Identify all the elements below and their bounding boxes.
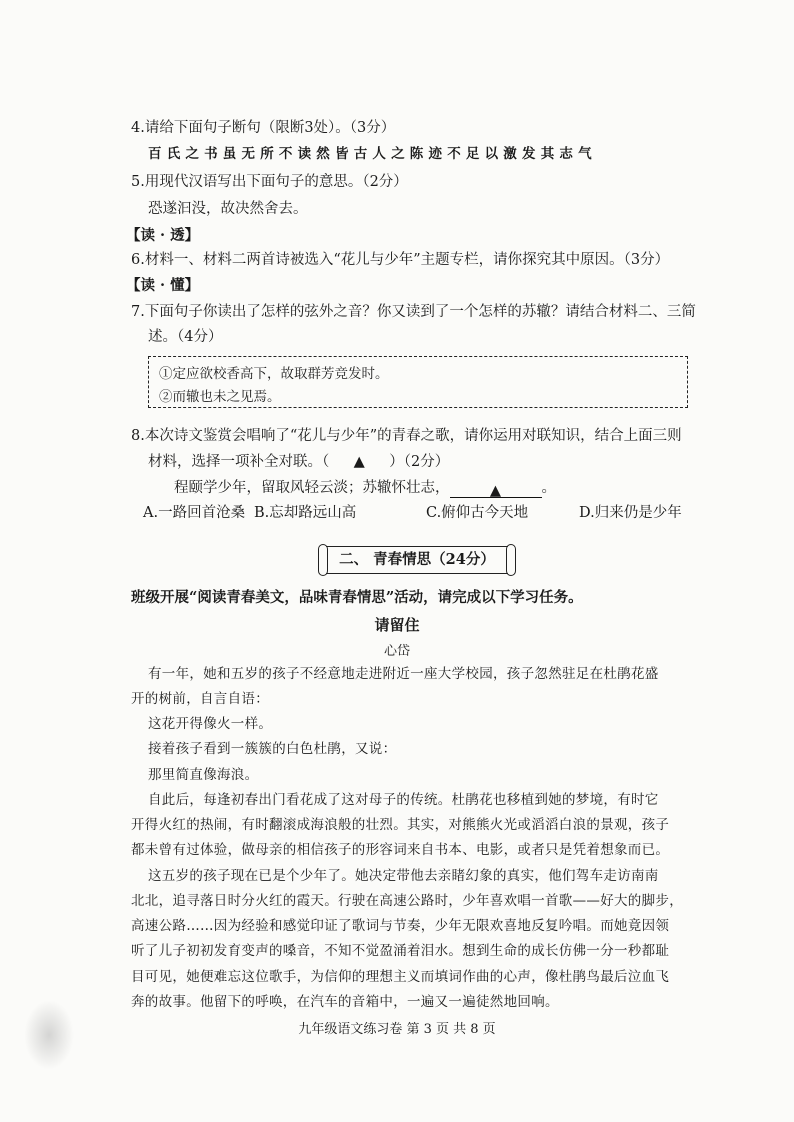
couplet-text: 程颐学少年，留取风轻云淡；苏辙怀壮志， xyxy=(174,480,450,496)
answer-mark-icon: ▲ xyxy=(353,454,365,470)
essay-line: 奔的故事。他留下的呼唤，在汽车的音箱中，一遍又一遍徒然地回响。 xyxy=(131,994,559,1010)
q4-sentence: 百氏之书虽无所不读然皆古人之陈迹不足以激发其志气 xyxy=(148,146,597,162)
essay-line: 开的树前，自言自语： xyxy=(131,691,269,707)
q4-prompt: 4.请给下面句子断句（限断3处）。（3分） xyxy=(131,120,396,136)
q6-prompt: 6.材料一、材料二两首诗被选入“花儿与少年”主题专栏，请你探究其中原因。（3分） xyxy=(131,252,670,268)
essay-line: 自此后，每逢初春出门看花成了这对母子的传统。杜鹃花也移植到她的梦境，有时它 xyxy=(148,792,659,808)
essay-line: 那里简直像海浪。 xyxy=(148,767,259,783)
q5-sentence: 恐遂汩没，故决然舍去。 xyxy=(148,201,308,217)
q8-prompt-line2 xyxy=(148,452,449,472)
essay-line: 目可见，她便难忘这位歌手，为信仰的理想主义而填词作曲的心声，像杜鹃鸟最后泣血飞 xyxy=(131,969,670,985)
quote-line-1: ①定应欲校香高下，故取群芳竞发时。 xyxy=(159,366,389,382)
essay-author: 心岱 xyxy=(383,644,410,659)
section2-intro: 班级开展“阅读青春美文，品味青春情思”活动，请完成以下学习任务。 xyxy=(131,589,583,606)
blank-answer-mark-icon: ▲ xyxy=(489,483,502,499)
couplet-period: 。 xyxy=(541,480,556,496)
q8-prompt-line1: 8.本次诗文鉴赏会唱响了“花儿与少年”的青春之歌，请你运用对联知识，结合上面三则 xyxy=(131,428,682,444)
essay-line: 这花开得像火一样。 xyxy=(148,716,273,732)
q8-prompt-post: ）（2分） xyxy=(389,454,450,470)
option-a: A.一路回首沧桑 xyxy=(143,505,246,521)
essay-line: 这五岁的孩子现在已是个少年了。她决定带他去亲睹幻象的真实，他们驾车走访南南 xyxy=(148,868,659,884)
section-read-understand: 【读 · 懂】 xyxy=(126,277,200,294)
quote-line-2: ②而辙也未之见焉。 xyxy=(159,389,281,405)
section-read-through: 【读 · 透】 xyxy=(126,227,200,244)
q8-prompt-pre: 材料，选择一项补全对联。（ xyxy=(148,454,330,470)
option-d: D.归来仍是少年 xyxy=(579,505,682,521)
q7-prompt-line1: 7.下面句子你读出了怎样的弦外之音？你又读到了一个怎样的苏辙？请结合材料二、三简 xyxy=(131,304,696,320)
essay-line: 高速公路……因为经验和感觉印证了歌词与节奏，少年无限欢喜地反复吟唱。而她竟因领 xyxy=(131,918,670,934)
essay-line: 都未曾有过体验，做母亲的相信孩子的形容词来自书本、电影，或者只是凭着想象而已。 xyxy=(131,842,670,858)
page-footer: 九年级语文练习卷 第 3 页 共 8 页 xyxy=(298,1022,496,1037)
option-b: B.忘却路远山高 xyxy=(254,505,357,521)
essay-line: 听了儿子初初发育变声的嗓音，不知不觉盈涌着泪水。想到生命的成长仿佛一分一秒都耻 xyxy=(131,943,670,959)
essay-line: 接着孩子看到一簇簇的白色杜鹃，又说： xyxy=(148,741,397,757)
quote-box xyxy=(148,356,688,408)
essay-line: 有一年，她和五岁的孩子不经意地走进附近一座大学校园，孩子忽然驻足在杜鹃花盛 xyxy=(148,666,659,682)
couplet-blank xyxy=(450,481,542,498)
section2-heading: 二、 青春情思（24分） xyxy=(326,546,508,574)
q7-prompt-line2: 述。（4分） xyxy=(148,329,223,345)
option-c: C.俯仰古今天地 xyxy=(426,505,529,521)
essay-line: 开得火红的热闹，有时翻滚成海浪般的壮烈。其实，对熊熊火光或滔滔白浪的景观，孩子 xyxy=(131,817,670,833)
couplet-line xyxy=(174,478,556,498)
scan-smudge xyxy=(24,1000,74,1070)
section-heading-scroll xyxy=(318,544,516,578)
scroll-curl-right xyxy=(506,544,516,576)
essay-line: 北北，追寻落日时分火红的霞天。行驶在高速公路时，少年喜欢唱一首歌——好大的脚步， xyxy=(131,893,683,909)
essay-title: 请留住 xyxy=(374,616,420,634)
q5-prompt: 5.用现代汉语写出下面句子的意思。（2分） xyxy=(131,174,408,190)
